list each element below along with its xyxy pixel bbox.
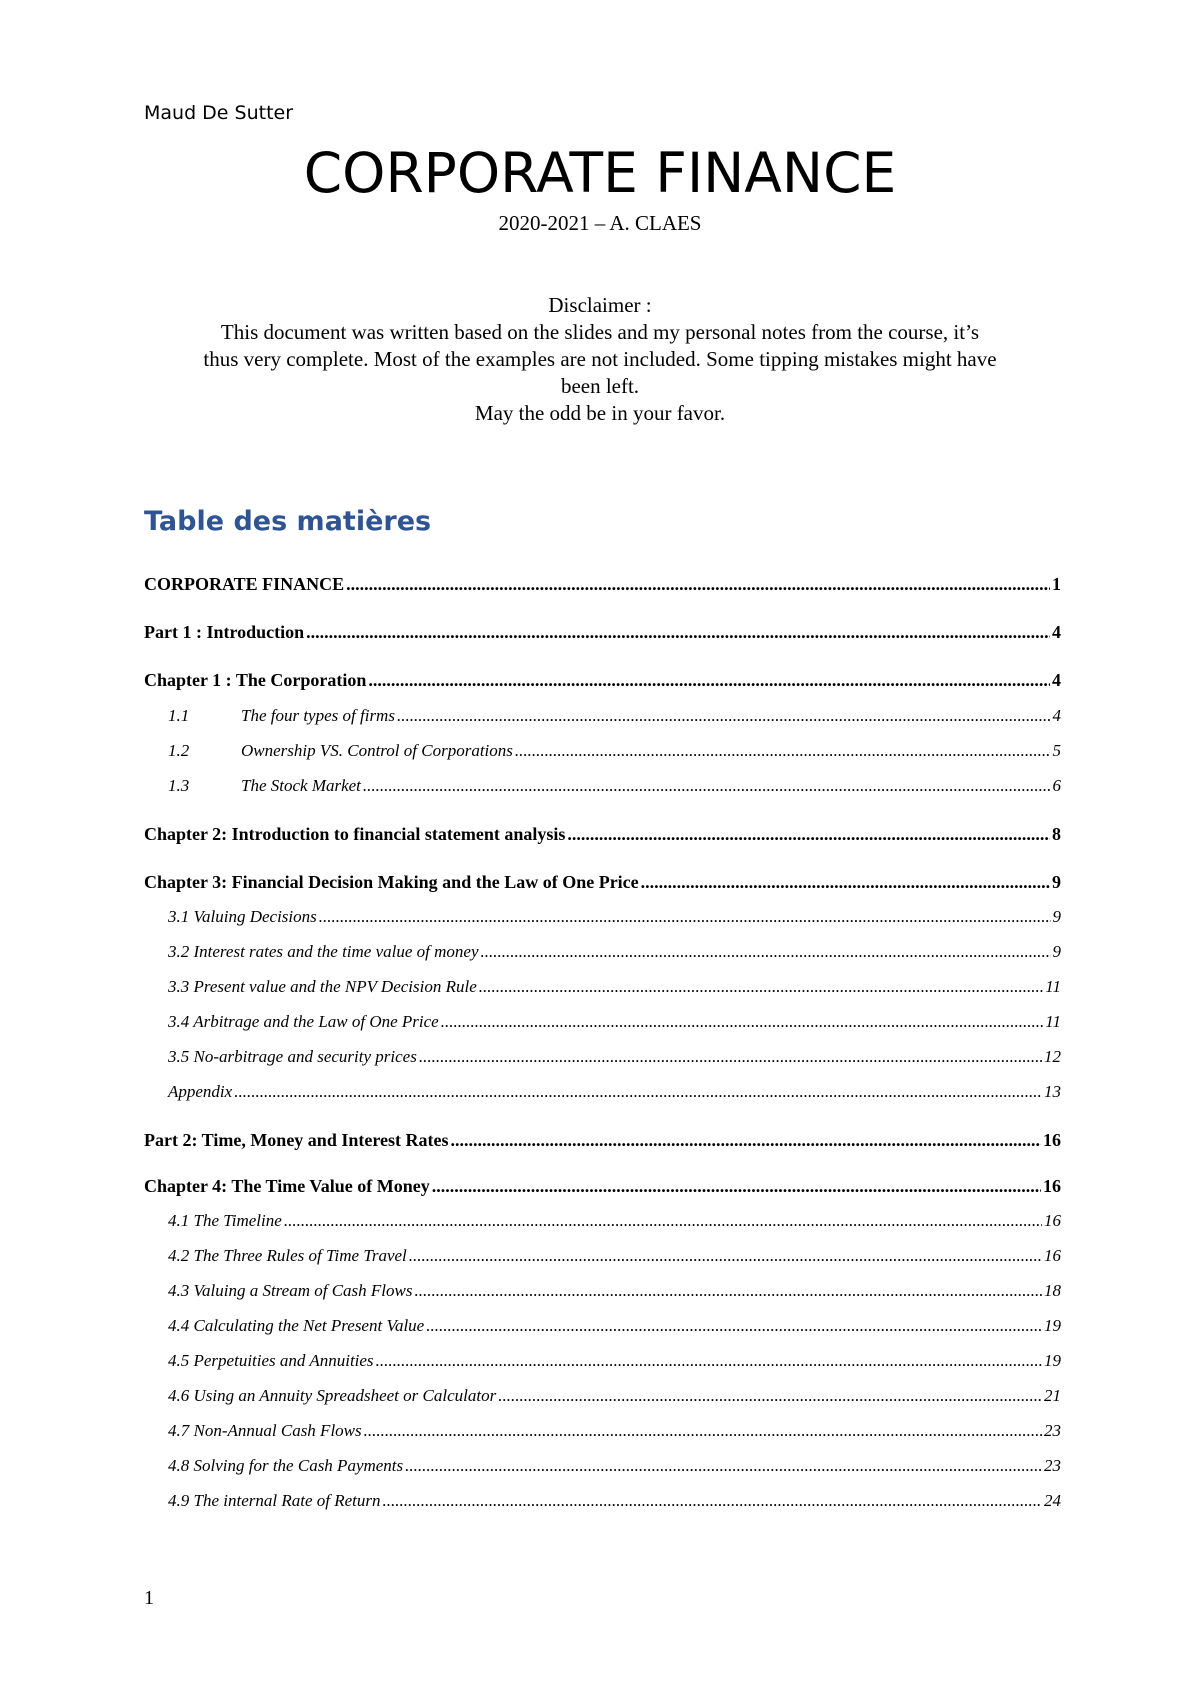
- toc-entry[interactable]: [168, 776, 1061, 796]
- toc-entry[interactable]: [168, 1456, 1061, 1476]
- toc-leader-dots: [432, 1176, 1041, 1197]
- toc-entry-label: 4.1 The Timeline: [168, 1211, 282, 1230]
- toc-entry-label: 4.7 Non-Annual Cash Flows: [168, 1421, 362, 1440]
- toc-entry[interactable]: [168, 741, 1061, 761]
- toc-entry[interactable]: [144, 1176, 1061, 1197]
- toc-entry-label: Chapter 2: Introduction to financial statement analysis: [144, 824, 566, 844]
- toc-entry[interactable]: [144, 574, 1061, 595]
- toc-entry-label: Appendix: [168, 1082, 233, 1101]
- toc-entry-page: 18: [1044, 1281, 1061, 1300]
- toc-entry[interactable]: [168, 1281, 1061, 1301]
- toc-leader-dots: [426, 1316, 1042, 1336]
- toc-leader-dots: [441, 1012, 1044, 1032]
- toc-entry-page: 8: [1052, 824, 1061, 844]
- toc-entry-number: 1.3: [168, 776, 190, 795]
- toc-entry-label: 4.6 Using an Annuity Spreadsheet or Calculator: [168, 1386, 497, 1405]
- toc-entry-label: 4.3 Valuing a Stream of Cash Flows: [168, 1281, 413, 1300]
- toc-entry-label: 4.5 Perpetuities and Annuities: [168, 1351, 374, 1370]
- toc-leader-dots: [363, 776, 1051, 796]
- toc-entry-page: 21: [1044, 1386, 1061, 1405]
- toc-entry-page: 16: [1043, 1130, 1061, 1150]
- toc-entry[interactable]: [168, 1386, 1061, 1406]
- toc-entry[interactable]: [144, 872, 1061, 893]
- toc-entry-label: 4.9 The internal Rate of Return: [168, 1491, 381, 1510]
- toc-entry-page: 19: [1044, 1316, 1061, 1335]
- toc-leader-dots: [284, 1211, 1042, 1231]
- toc-leader-dots: [414, 1281, 1042, 1301]
- toc-leader-dots: [376, 1351, 1042, 1371]
- toc-entry-page: 11: [1045, 977, 1061, 996]
- toc-entry-label: Chapter 1 : The Corporation: [144, 670, 367, 690]
- disclaimer-heading: Disclaimer :: [548, 293, 652, 317]
- toc-entry-label: CORPORATE FINANCE: [144, 574, 345, 594]
- toc-entry[interactable]: [168, 1082, 1061, 1102]
- toc-leader-dots: [306, 622, 1050, 643]
- toc-entry[interactable]: [168, 1012, 1061, 1032]
- toc-leader-dots: [364, 1421, 1042, 1441]
- document-subtitle: 2020-2021 – A. CLAES: [498, 211, 702, 235]
- toc-entry[interactable]: [168, 1491, 1061, 1511]
- toc-entry-page: 16: [1043, 1176, 1061, 1196]
- toc-entry-page: 19: [1044, 1351, 1061, 1370]
- toc-entry[interactable]: [168, 977, 1061, 997]
- document-title: CORPORATE FINANCE: [303, 141, 897, 205]
- disclaimer-line: thus very complete. Most of the examples are not included. Some tipping mistakes might have: [203, 347, 997, 371]
- disclaimer-line: This document was written based on the slides and my personal notes from the course, it’s: [220, 320, 980, 344]
- toc-leader-dots: [382, 1491, 1042, 1511]
- toc-leader-dots: [319, 907, 1051, 927]
- toc-entry-page: 1: [1052, 574, 1061, 594]
- toc-entry-label: 3.3 Present value and the NPV Decision Rule: [168, 977, 477, 996]
- toc-entry-page: 9: [1052, 907, 1061, 926]
- toc-entry-page: 23: [1044, 1421, 1061, 1440]
- toc-leader-dots: [368, 670, 1050, 691]
- toc-entry-label: Ownership VS. Control of Corporations: [241, 741, 513, 760]
- toc-entry-label: Part 1 : Introduction: [144, 622, 305, 642]
- toc-leader-dots: [346, 574, 1050, 595]
- page-number: 1: [144, 1587, 154, 1609]
- toc-leader-dots: [481, 942, 1051, 962]
- toc-entry[interactable]: [144, 670, 1061, 691]
- toc-entry-number: 1.1: [168, 706, 190, 725]
- toc-entry-page: 9: [1052, 942, 1061, 961]
- toc-entry-page: 12: [1044, 1047, 1061, 1066]
- toc-entry-page: 23: [1044, 1456, 1061, 1475]
- toc-entry-label: 3.4 Arbitrage and the Law of One Price: [168, 1012, 439, 1031]
- toc-entry[interactable]: [168, 907, 1061, 927]
- disclaimer-line: May the odd be in your favor.: [474, 401, 726, 425]
- toc-leader-dots: [515, 741, 1051, 761]
- toc-entry-page: 11: [1045, 1012, 1061, 1031]
- toc-entry-page: 4: [1052, 670, 1061, 690]
- toc-entry[interactable]: [168, 1047, 1061, 1067]
- toc-entry-label: Chapter 3: Financial Decision Making and the Law of One Price: [144, 872, 639, 892]
- toc-entry-page: 9: [1052, 872, 1061, 892]
- toc-entry[interactable]: [144, 622, 1061, 643]
- toc-entry-label: 3.5 No-arbitrage and security prices: [168, 1047, 417, 1066]
- toc-leader-dots: [409, 1246, 1042, 1266]
- toc-leader-dots: [498, 1386, 1042, 1406]
- toc-leader-dots: [405, 1456, 1042, 1476]
- toc-entry-number: 1.2: [168, 741, 190, 760]
- toc-entry-page: 5: [1052, 741, 1061, 760]
- toc-leader-dots: [397, 706, 1051, 726]
- toc-entry-label: 4.4 Calculating the Net Present Value: [168, 1316, 425, 1335]
- toc-heading: Table des matières: [144, 506, 432, 537]
- toc-entry-label: 4.2 The Three Rules of Time Travel: [168, 1246, 407, 1265]
- toc-entry[interactable]: [168, 1421, 1061, 1441]
- toc-entry[interactable]: [144, 824, 1061, 845]
- toc-leader-dots: [567, 824, 1050, 845]
- toc-entry-page: 13: [1044, 1082, 1061, 1101]
- toc-leader-dots: [419, 1047, 1042, 1067]
- toc-entry-page: 16: [1044, 1211, 1061, 1230]
- toc-entry-page: 4: [1052, 706, 1061, 725]
- toc-entry-label: The Stock Market: [241, 776, 361, 795]
- toc-entry[interactable]: [168, 1246, 1061, 1266]
- toc-leader-dots: [641, 872, 1050, 893]
- toc-entry-label: 4.8 Solving for the Cash Payments: [168, 1456, 404, 1475]
- toc-entry[interactable]: [168, 1351, 1061, 1371]
- toc-entry[interactable]: [168, 1316, 1061, 1336]
- toc-entry-page: 4: [1052, 622, 1061, 642]
- toc-leader-dots: [234, 1082, 1042, 1102]
- toc-entry[interactable]: [168, 1211, 1061, 1231]
- table-of-contents: [144, 0, 1061, 1698]
- toc-entry-label: The four types of firms: [241, 706, 395, 725]
- toc-entry-label: 3.2 Interest rates and the time value of money: [168, 942, 479, 961]
- toc-entry[interactable]: [144, 1130, 1061, 1151]
- toc-entry-label: Chapter 4: The Time Value of Money: [144, 1176, 430, 1196]
- toc-entry[interactable]: [168, 942, 1061, 962]
- disclaimer-line: been left.: [560, 374, 640, 398]
- toc-entry-page: 24: [1044, 1491, 1061, 1510]
- toc-entry-page: 6: [1052, 776, 1061, 795]
- toc-entry-page: 16: [1044, 1246, 1061, 1265]
- toc-entry[interactable]: [168, 706, 1061, 726]
- toc-entry-label: Part 2: Time, Money and Interest Rates: [144, 1130, 449, 1150]
- author-name: Maud De Sutter: [144, 102, 294, 124]
- toc-entry-label: 3.1 Valuing Decisions: [168, 907, 317, 926]
- toc-leader-dots: [450, 1130, 1041, 1151]
- toc-leader-dots: [479, 977, 1043, 997]
